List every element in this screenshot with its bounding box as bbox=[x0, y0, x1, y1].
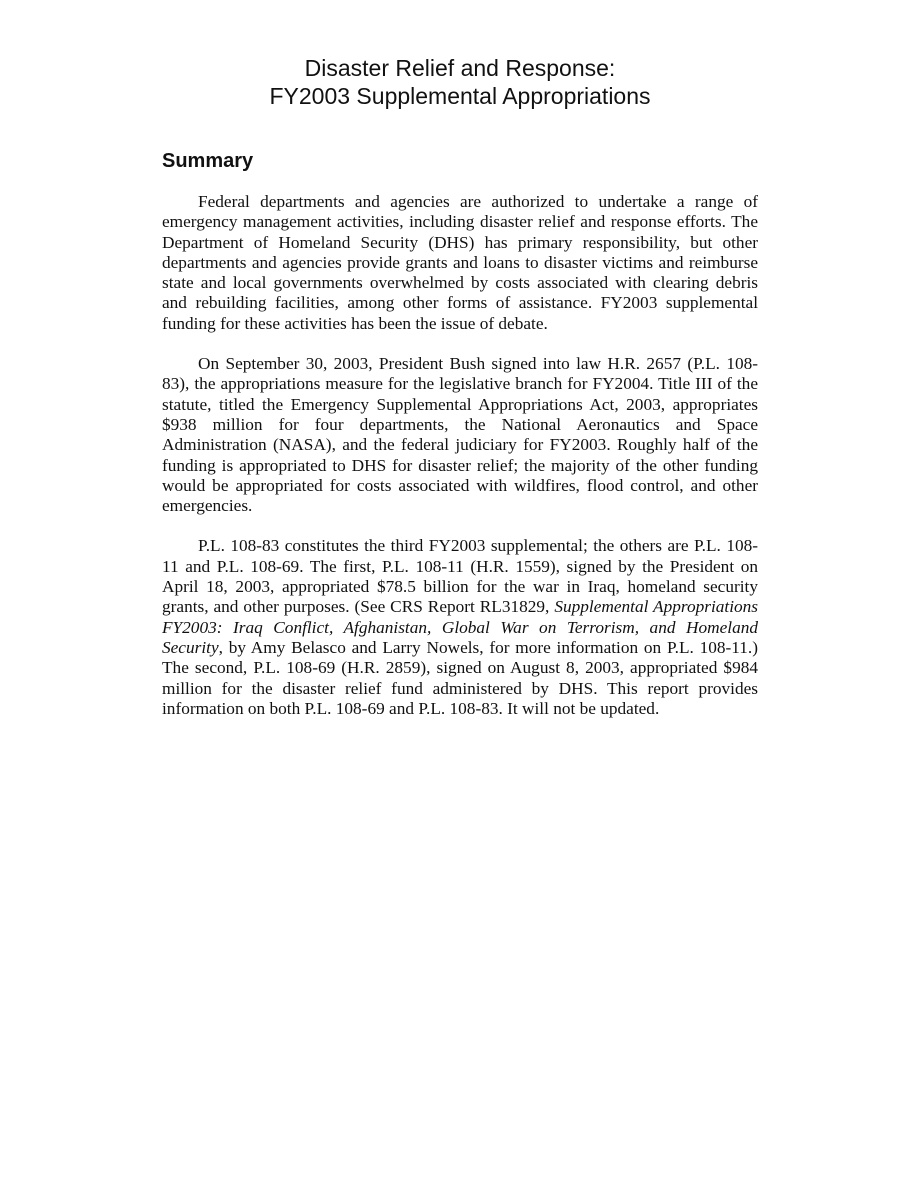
summary-heading: Summary bbox=[162, 150, 254, 172]
document-title bbox=[162, 54, 758, 110]
paragraph-3-text-end: , by Amy Belasco and Larry Nowels, for more information on P.L. 108-11.) The second, P.L. 108-69 (H.R. 2859), signed on August 8, 2003, appropriated $984 million for the disaster relief fund administered by DHS. This report provides information on both P.L. 108-69 and P.L. 108-83. It will not be updated. bbox=[162, 637, 758, 718]
paragraph-3-text-start: P.L. 108-83 constitutes the third FY2003 supplemental; the others are P.L. 108-11 and P.L. 108-69. The first, P.L. 108-11 (H.R. 1559), signed by the President on April 18, 2003, appropriated $78.5 billion for the war in Iraq, homeland security grants, and other purposes. (See CRS Report RL31829, bbox=[162, 536, 758, 617]
title-line-1: Disaster Relief and Response: bbox=[304, 55, 616, 81]
summary-paragraph-2: On September 30, 2003, President Bush signed into law H.R. 2657 (P.L. 108-83), the appropriations measure for the legislative branch for FY2004. Title III of the statute, titled the Emergency Supplemental Appropriations Act, 2003, appropriates $938 million for four departments, the National Aeronautics and Space Administration (NASA), and the federal judiciary for FY2003. Roughly half of the funding is appropriated to DHS for disaster relief; the majority of the other funding would be appropriated for costs associated with wildfires, flood control, and other emergencies. bbox=[162, 354, 758, 516]
title-line-2: FY2003 Supplemental Appropriations bbox=[269, 83, 651, 109]
document-page bbox=[162, 54, 758, 719]
summary-paragraph-3 bbox=[162, 536, 758, 719]
crs-report-title: Supplemental Appropriations FY2003: Iraq Conflict, Afghanistan, Global War on Terrorism, and Homeland Security bbox=[162, 597, 759, 657]
summary-paragraph-1: Federal departments and agencies are authorized to undertake a range of emergency management activities, including disaster relief and response efforts. The Department of Homeland Security (DHS) has primary responsibility, but other departments and agencies provide grants and loans to disaster victims and reimburse state and local governments overwhelmed by costs associated with clearing debris and rebuilding facilities, among other forms of assistance. FY2003 supplemental funding for these activities has been the issue of debate. bbox=[162, 192, 758, 333]
